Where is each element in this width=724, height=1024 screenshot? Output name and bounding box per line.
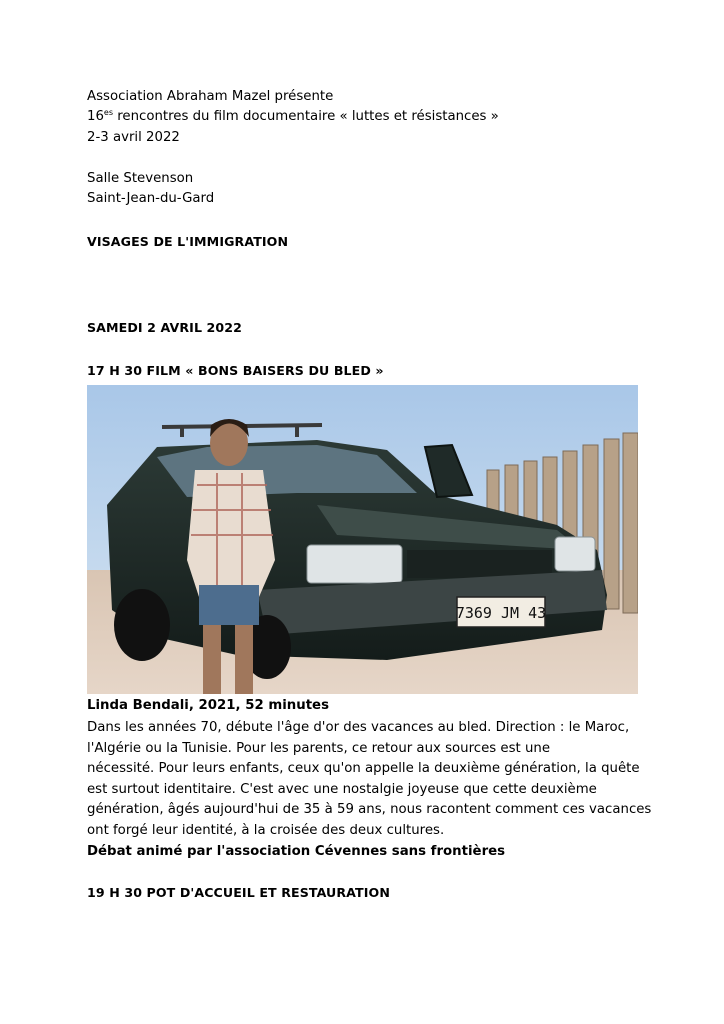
debate-line: Débat animé par l'association Cévennes sans frontières (87, 844, 506, 859)
reception-heading: 19 H 30 POT D'ACCUEIL ET RESTAURATION (87, 885, 390, 900)
edition-title: rencontres du film documentaire « luttes et résistances » (113, 109, 499, 124)
film-still-photo (87, 385, 638, 694)
description-line: est surtout identitaire. C'est avec une nostalgie joyeuse que cette deuxième (87, 781, 597, 797)
film-credits: Linda Bendali, 2021, 52 minutes (87, 698, 329, 713)
description-line: nécessité. Pour leurs enfants, ceux qu'on appelle la deuxième génération, la quête (87, 761, 640, 776)
description-line: l'Algérie ou la Tunisie. Pour les parents, ce retour aux sources est une (87, 740, 551, 756)
description-line: génération, âgés aujourd'hui de 35 à 59 ans, nous racontent comment ces vacances (87, 802, 652, 817)
event-edition-line (87, 108, 499, 125)
edition-number: 16 (87, 109, 104, 124)
description-line: ont forgé leur identité, à la croisée des deux cultures. (87, 822, 445, 838)
film-heading: 17 H 30 FILM « BONS BAISERS DU BLED » (87, 363, 384, 378)
venue-town: Saint-Jean-du-Gard (87, 191, 215, 206)
description-line: Dans les années 70, débute l'âge d'or des vacances au bled. Direction : le Maroc, (87, 720, 630, 735)
film-description (87, 718, 652, 841)
day-heading: SAMEDI 2 AVRIL 2022 (87, 320, 243, 335)
organizer-line: Association Abraham Mazel présente (87, 89, 334, 104)
venue-name: Salle Stevenson (87, 171, 194, 186)
edition-suffix: es (103, 108, 114, 117)
event-dates-line: 2-3 avril 2022 (87, 130, 180, 145)
theme-heading: VISAGES DE L'IMMIGRATION (87, 234, 289, 249)
license-plate-text: 7369 JM 43 (455, 604, 547, 622)
